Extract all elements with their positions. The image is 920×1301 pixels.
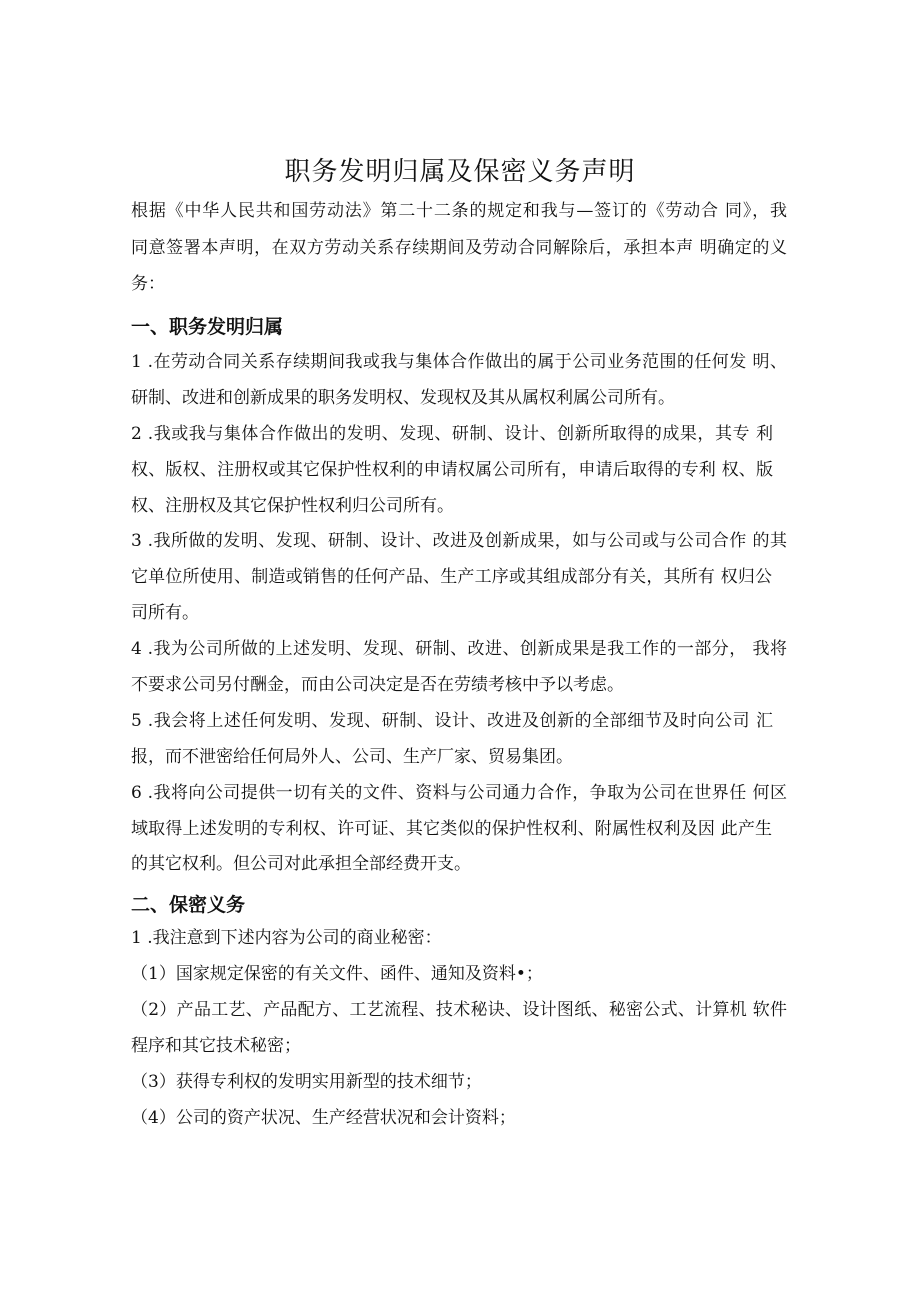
list-item: 程序和其它技术秘密；: [131, 1036, 301, 1056]
list-item: （2）产品工艺、产品配方、工艺流程、技术秘诀、设计图纸、秘密公式、计算机 软件: [131, 1000, 787, 1020]
paragraph-line: 2 .我或我与集体合作做出的发明、发现、研制、设计、创新所取得的成果，其专 利: [131, 424, 773, 444]
paragraph-line: 1 .在劳动合同关系存续期间我或我与集体合作做出的属于公司业务范围的任何发 明、: [131, 352, 787, 372]
document-title: 职务发明归属及保密义务声明: [284, 157, 636, 187]
section-heading: 二、保密义务: [131, 894, 246, 916]
paragraph-line: 的其它权利。但公司对此承担全部经费开支。: [131, 854, 471, 874]
paragraph-line: 报，而不泄密给任何局外人、公司、生产厂家、贸易集团。: [131, 747, 573, 767]
paragraph-line: 3 .我所做的发明、发现、研制、设计、改进及创新成果，如与公司或与公司合作 的其: [131, 531, 787, 551]
paragraph-line: 5 .我会将上述任何发明、发现、研制、设计、改进及创新的全部细节及时向公司 汇: [131, 711, 773, 731]
section-heading: 一、职务发明归属: [131, 316, 284, 338]
paragraph-line: 司所有。: [131, 603, 199, 623]
list-item: （3）获得专利权的发明实用新型的技术细节；: [131, 1072, 482, 1092]
intro-line: 同意签署本声明，在双方劳动关系存续期间及劳动合同解除后，承担本声 明确定的义: [131, 238, 787, 258]
paragraph-line: 6 .我将向公司提供一切有关的文件、资料与公司通力合作，争取为公司在世界任 何区: [131, 783, 787, 803]
paragraph-line: 权、注册权及其它保护性权利归公司所有。: [131, 496, 454, 516]
paragraph-line: 它单位所使用、制造或销售的任何产品、生产工序或其组成部分有关，其所有 权归公: [131, 567, 772, 587]
paragraph-line: 研制、改进和创新成果的职务发明权、发现权及其从属权利属公司所有。: [131, 388, 675, 408]
paragraph-line: 域取得上述发明的专利权、许可证、其它类似的保护性权利、附属性权利及因 此产生: [131, 819, 772, 839]
intro-line: 根据《中华人民共和国劳动法》第二十二条的规定和我与—签订的《劳动合 同》，我: [131, 201, 787, 221]
list-item: （4）公司的资产状况、生产经营状况和会计资料；: [131, 1108, 516, 1128]
list-item: （1）国家规定保密的有关文件、函件、通知及资料•；: [131, 964, 543, 984]
paragraph-line: 1 .我注意到下述内容为公司的商业秘密：: [131, 928, 442, 948]
intro-line: 务：: [131, 274, 165, 294]
paragraph-line: 4 .我为公司所做的上述发明、发现、研制、改进、创新成果是我工作的一部分， 我将: [131, 639, 787, 659]
paragraph-line: 权、版权、注册权或其它保护性权利的申请权属公司所有，申请后取得的专利 权、版: [131, 460, 773, 480]
paragraph-line: 不要求公司另付酬金，而由公司决定是否在劳绩考核中予以考虑。: [131, 675, 624, 695]
